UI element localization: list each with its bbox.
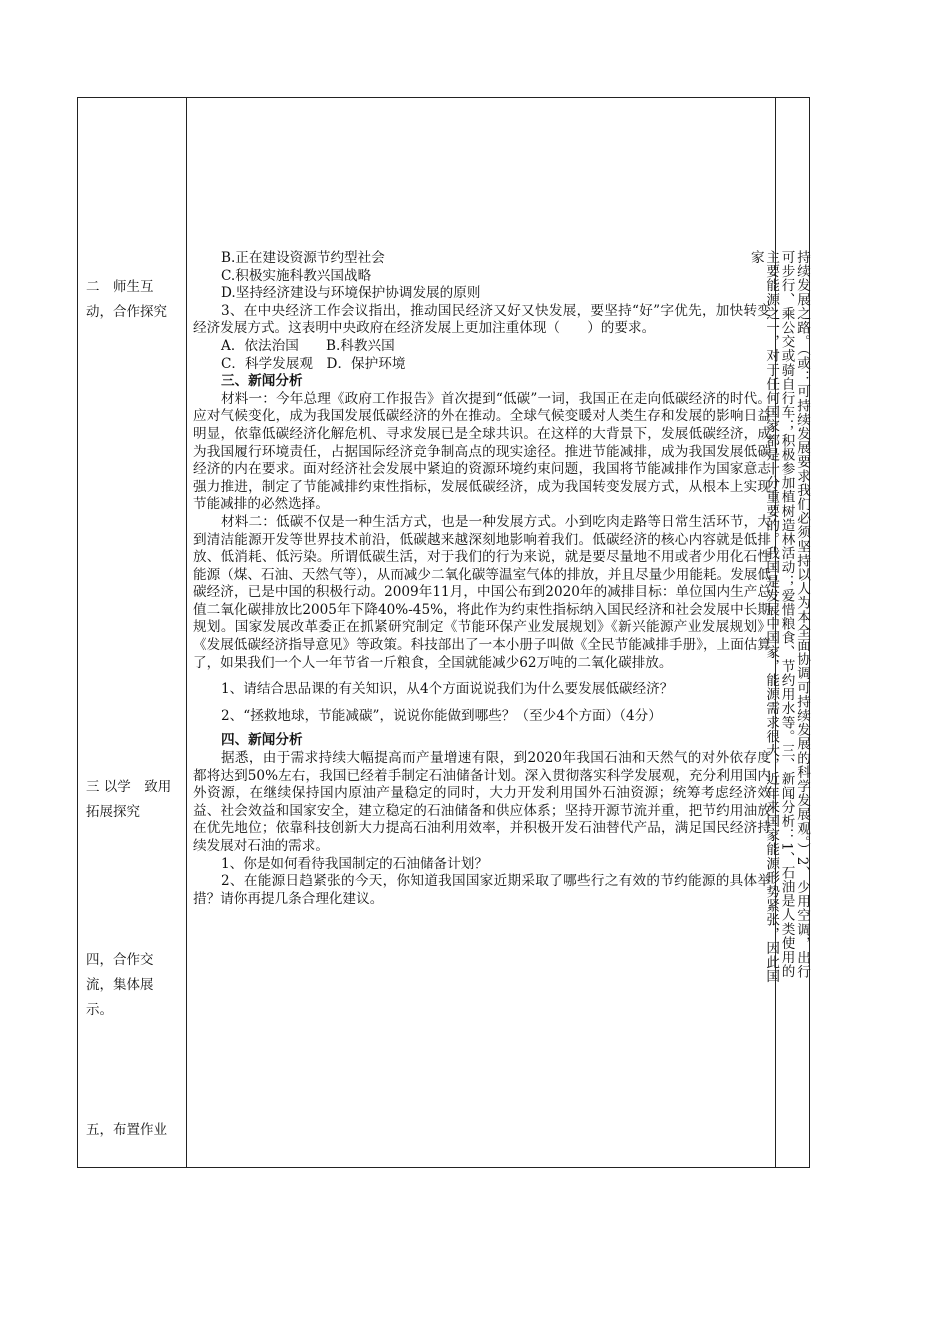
stage-interaction: 二 师生互动，合作探究 bbox=[86, 279, 167, 320]
stage-column bbox=[78, 98, 186, 1167]
answer-column: 持续发展之路。（或：可持续发展要求我们必须坚持以人为本全面协调可持续发展的科学发展观。）2、少用空调，出行可步行、乘公交或骑自行车；积极参加植树造林活动；爱惜粮食、节约用水等。三、新闻分析：1、石油是人类使用的主要能源之一，对于任何国家都是十分重要的。我国是发展中国家，能源需求很大，近年来国家能源形势紧张，因此国家 bbox=[747, 250, 810, 984]
material-1: 材料一：今年总理《政府工作报告》首次提到“低碳”一词，我国正在走向低碳经济的时代。应对气候变化，成为我国发展低碳经济的外在推动。全球气候变暖对人类生存和发展的影响日益明显，依靠低碳经济化解危机、寻求发展已是全球共识。在这样的大背景下，发展低碳经济，成为我国履行环境责任，占据国际经济竞争制高点的现实途径。推进节能减排，成为我国发展低碳经济的内在要求。面对经济社会发展中紧迫的资源环境约束问题，我国将节能减排作为国家意志强力推进，制定了节能减排约束性指标，发展低碳经济，成为我国转变发展方式，从根本上实现节能减排的必然选择。 bbox=[193, 390, 771, 513]
stage-application: 三 以学 致用 拓展探究 bbox=[86, 779, 185, 820]
oil-question-2: 2、在能源日趋紧张的今天，你知道我国国家近期采取了哪些行之有效的节约能源的具体举措？请你再提几条合理化建议。 bbox=[193, 873, 771, 907]
content-column bbox=[193, 250, 771, 908]
option-b: B.正在建设资源节约型社会 bbox=[221, 250, 385, 266]
section-heading-news-2: 四、新闻分析 bbox=[221, 732, 303, 749]
section-heading-news-1: 三、新闻分析 bbox=[221, 373, 303, 390]
news-question-1: 1、请结合思品课的有关知识，从4个方面说说我们为什么要发展低碳经济？ bbox=[221, 681, 674, 698]
option-d: D.坚持经济建设与环境保护协调发展的原则 bbox=[221, 285, 481, 302]
question-3: 3、在中央经济工作会议指出，推动国民经济又好又快发展，要坚持“好”字优先，加快转变经济发展方式。这表明中央政府在经济发展上更加注重体现（ ）的要求。 bbox=[193, 302, 771, 337]
options-cd: C．科学发展观 D．保护环境 bbox=[221, 355, 406, 372]
material-2: 材料二：低碳不仅是一种生活方式，也是一种发展方式。小到吃肉走路等日常生活环节，大到清洁能源开发等世界技术前沿，低碳越来越深刻地影响着我们。低碳经济的核心内容就是低排放、低消耗、低污染。所谓低碳生活，对于我们的行为来说，就是要尽量地不用或者少用化石性能源（煤、石油、天然气等），从而减少二氧化碳等温室气体的排放，并且尽量少用能耗。发展低碳经济，已是中国的积极行动。2009年11月，中国公布到2020年的减排目标：单位国内生产总值二氧化碳排放比2005年下降40%-45%，将此作为约束性指标纳入国民经济和社会发展中长期规划。国家发展改革委正在抓紧研究制定《节能环保产业发展规划》《新兴能源产业发展规划》《发展低碳经济指导意见》等政策。科技部出了一本小册子叫做《全民节能减排手册》，上面估算了，如果我们一个人一年节省一斤粮食，全国就能减少62万吨的二氧化碳排放。 bbox=[193, 513, 771, 671]
option-c: C.积极实施科教兴国战略 bbox=[221, 267, 372, 284]
stage-homework: 五，布置作业 bbox=[86, 1122, 167, 1138]
lesson-plan-table bbox=[77, 97, 810, 1168]
column-divider-left bbox=[186, 98, 187, 1167]
stage-exchange: 四，合作交流，集体展示。 bbox=[86, 952, 154, 1018]
oil-question-1: 1、你是如何看待我国制定的石油储备计划？ bbox=[221, 855, 488, 872]
news-question-2: 2、“拯救地球，节能减碳”，说说你能做到哪些？（至少4个方面）（4分） bbox=[221, 707, 662, 724]
news-passage: 据悉，由于需求持续大幅提高而产量增速有限，到2020年我国石油和天然气的对外依存度都将达到50%左右，我国已经着手制定石油储备计划。深入贯彻落实科学发展观，充分利用国内外资源，在继续保持国内原油产量稳定的同时，大力开发利用国外石油资源；统筹考虑经济效益、社会效益和国家安全，建立稳定的石油储备和供应体系；坚持开源节流并重，把节约用油放在优先地位；依靠科技创新大力提高石油利用效率，并积极开发石油替代产品，满足国民经济持续发展对石油的需求。 bbox=[193, 750, 771, 854]
options-ab: A．依法治国 B.科教兴国 bbox=[221, 337, 395, 354]
